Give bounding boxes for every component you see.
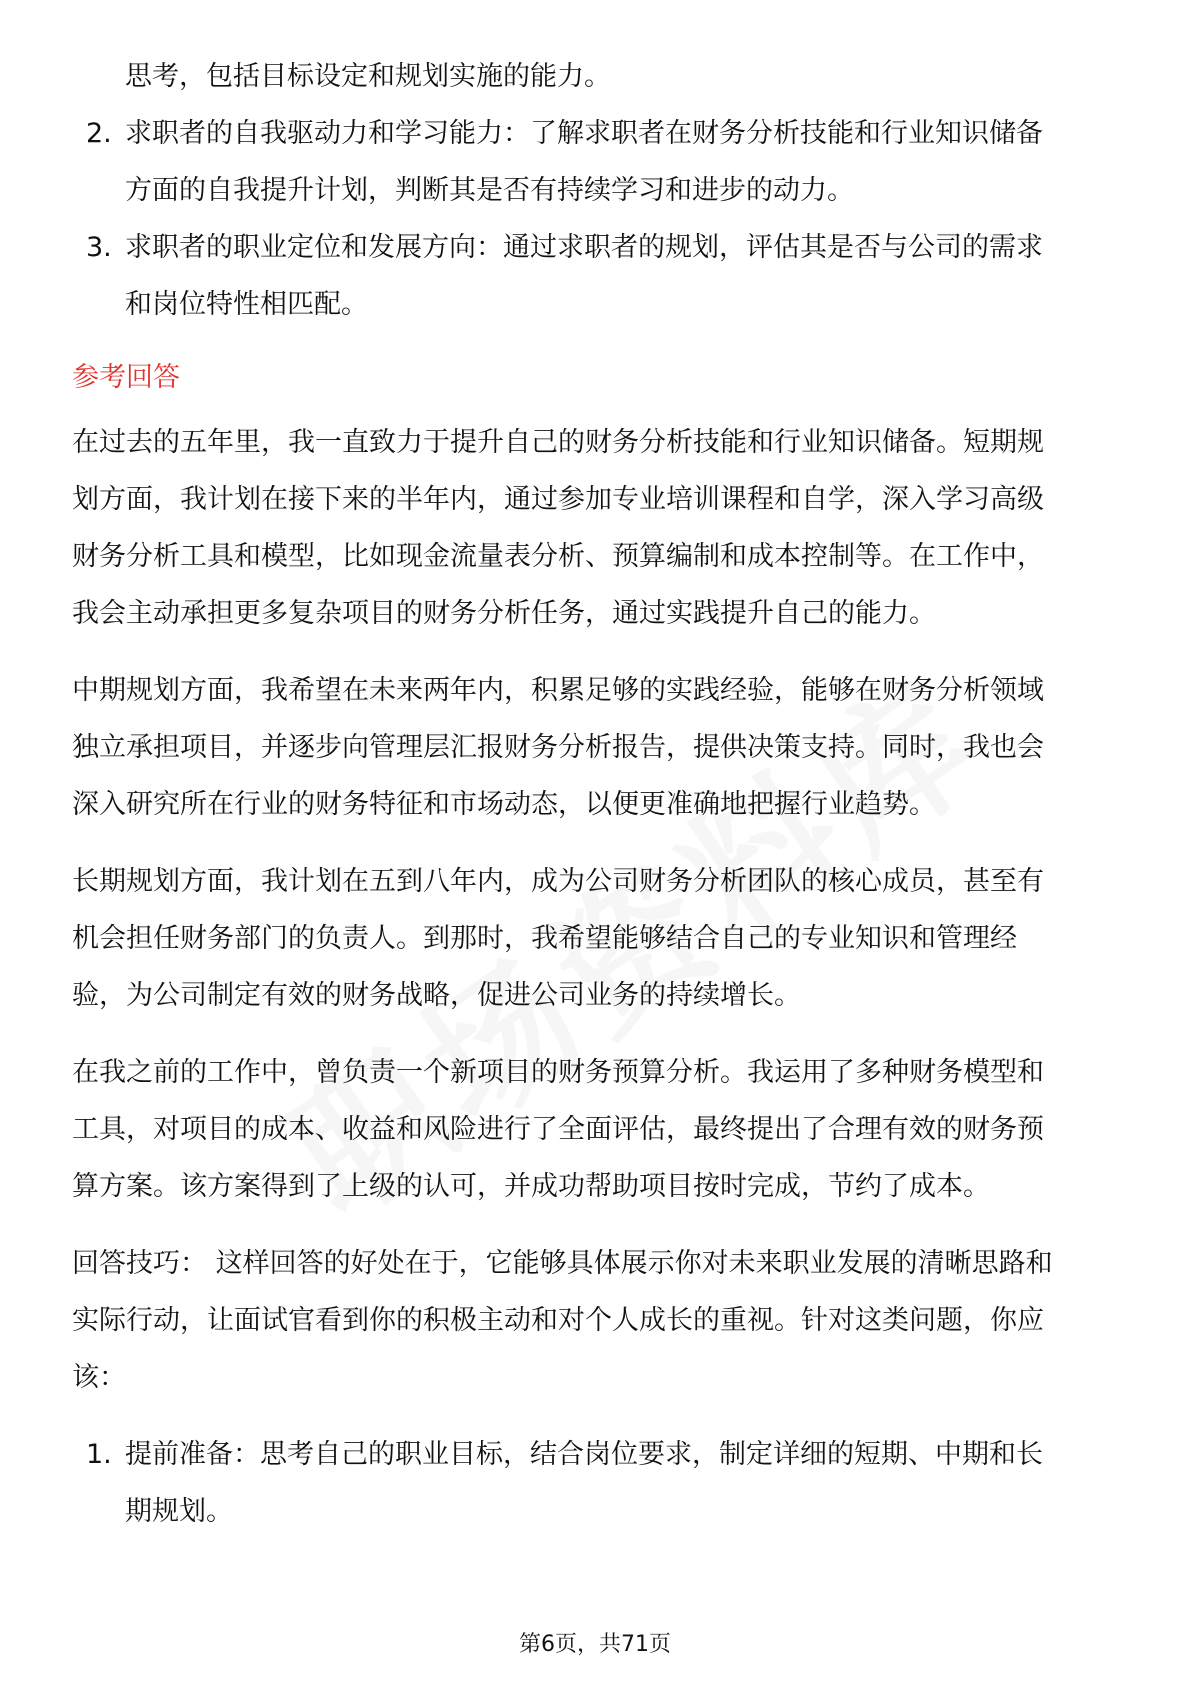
tips-list bbox=[72, 1426, 1118, 1540]
list-item bbox=[72, 1426, 1118, 1540]
paragraph-line: 我会主动承担更多复杂项目的财务分析任务，通过实践提升自己的能力。 bbox=[72, 598, 936, 629]
list-item-line: 和岗位特性相匹配。 bbox=[125, 289, 368, 320]
list-item bbox=[72, 219, 1118, 333]
section-heading-reference-answer: 参考回答 bbox=[72, 362, 180, 393]
list-item bbox=[72, 105, 1118, 219]
paragraph-line: 机会担任财务部门的负责人。到那时，我希望能够结合自己的专业知识和管理经 bbox=[72, 923, 1017, 954]
continuation-line: 思考，包括目标设定和规划实施的能力。 bbox=[125, 61, 611, 92]
paragraph-line: 财务分析工具和模型，比如现金流量表分析、预算编制和成本控制等。在工作中， bbox=[72, 541, 1044, 572]
paragraph-line: 该： bbox=[72, 1362, 126, 1393]
list-item-line: 求职者的自我驱动力和学习能力：了解求职者在财务分析技能和行业知识储备 bbox=[125, 118, 1043, 149]
paragraph-line: 验，为公司制定有效的财务战略，促进公司业务的持续增长。 bbox=[72, 980, 801, 1011]
paragraph-line: 算方案。该方案得到了上级的认可，并成功帮助项目按时完成，节约了成本。 bbox=[72, 1171, 990, 1202]
paragraph-line: 在过去的五年里，我一直致力于提升自己的财务分析技能和行业知识储备。短期规 bbox=[72, 427, 1044, 458]
list-item-line: 提前准备：思考自己的职业目标，结合岗位要求，制定详细的短期、中期和长 bbox=[125, 1439, 1043, 1470]
list-item-line: 期规划。 bbox=[125, 1496, 233, 1527]
paragraph-short-term bbox=[72, 414, 1118, 642]
paragraph-line: 划方面，我计划在接下来的半年内，通过参加专业培训课程和自学，深入学习高级 bbox=[72, 484, 1044, 515]
list-item-number: 1. bbox=[86, 1439, 112, 1470]
paragraph-answer-tips bbox=[72, 1235, 1118, 1406]
paragraph-line: 独立承担项目，并逐步向管理层汇报财务分析报告，提供决策支持。同时，我也会 bbox=[72, 732, 1044, 763]
paragraph-line: 实际行动，让面试官看到你的积极主动和对个人成长的重视。针对这类问题，你应 bbox=[72, 1305, 1044, 1336]
list-item-line: 方面的自我提升计划，判断其是否有持续学习和进步的动力。 bbox=[125, 175, 854, 206]
page-content bbox=[72, 48, 1118, 1540]
paragraph-experience bbox=[72, 1044, 1118, 1215]
paragraph-line: 长期规划方面，我计划在五到八年内，成为公司财务分析团队的核心成员，甚至有 bbox=[72, 866, 1044, 897]
list-item-number: 2. bbox=[86, 118, 112, 149]
requirements-list bbox=[72, 105, 1118, 333]
paragraph-line: 深入研究所在行业的财务特征和市场动态，以便更准确地把握行业趋势。 bbox=[72, 789, 936, 820]
paragraph-mid-term bbox=[72, 662, 1118, 833]
paragraph-line: 在我之前的工作中，曾负责一个新项目的财务预算分析。我运用了多种财务模型和 bbox=[72, 1057, 1044, 1088]
paragraph-long-term bbox=[72, 853, 1118, 1024]
list-item-line: 求职者的职业定位和发展方向：通过求职者的规划，评估其是否与公司的需求 bbox=[125, 232, 1043, 263]
page-footer: 第6页，共71页 bbox=[519, 1632, 671, 1657]
paragraph-line: 中期规划方面，我希望在未来两年内，积累足够的实践经验，能够在财务分析领域 bbox=[72, 675, 1044, 706]
list-item-number: 3. bbox=[86, 232, 112, 263]
paragraph-line: 工具，对项目的成本、收益和风险进行了全面评估，最终提出了合理有效的财务预 bbox=[72, 1114, 1044, 1145]
paragraph-line: 回答技巧： 这样回答的好处在于，它能够具体展示你对未来职业发展的清晰思路和 bbox=[72, 1248, 1053, 1279]
